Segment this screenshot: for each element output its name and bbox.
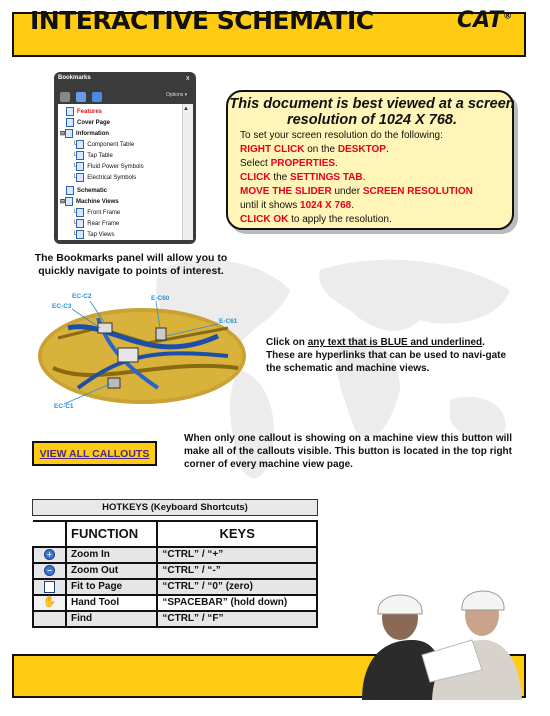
resolution-step-6: CLICK OK to apply the resolution. — [240, 214, 392, 225]
resolution-step-5: until it shows 1024 X 768. — [240, 200, 354, 211]
bookmark-icon — [76, 173, 84, 182]
bookmark-icon — [76, 162, 84, 171]
table-row — [33, 563, 317, 579]
harness-photo — [38, 298, 246, 408]
bookmarks-panel — [54, 72, 196, 244]
hyperlink-example: any text that is BLUE and underlined — [307, 337, 483, 348]
hotkeys-icon-col — [33, 521, 66, 547]
hotkeys-keys-col: KEYS — [157, 521, 317, 547]
options-menu[interactable]: Options ▾ — [166, 92, 188, 98]
table-row — [33, 579, 317, 595]
hotkey-function: Find — [66, 611, 157, 627]
bookmark-rear-frame[interactable]: └ Rear Frame — [72, 219, 119, 228]
resolution-heading: This document is best viewed at a screen resolution of 1024 X 768. — [229, 96, 515, 128]
bookmark-fluid-power-symbols[interactable]: └ Fluid Power Symbols — [72, 162, 144, 171]
new-bookmark-icon[interactable] — [76, 92, 86, 102]
bookmark-features[interactable]: Features — [66, 107, 102, 116]
bookmark-schematic[interactable]: Schematic — [66, 186, 107, 195]
hotkeys-table — [32, 520, 318, 628]
view-all-callouts-button[interactable]: VIEW ALL CALLOUTS — [32, 441, 157, 466]
bookmarks-scrollbar[interactable] — [182, 104, 193, 240]
bookmark-tap-table[interactable]: └ Tap Table — [72, 151, 113, 160]
hotkeys-function-col: FUNCTION — [66, 521, 157, 547]
bookmark-cover-page[interactable]: Cover Page — [66, 118, 110, 127]
resolution-step-1: RIGHT CLICK on the DESKTOP. — [240, 144, 389, 155]
hotkeys-header-row — [33, 521, 317, 547]
table-row — [33, 611, 317, 627]
bookmark-icon — [65, 197, 73, 206]
zoom-in-icon: + — [44, 549, 55, 560]
workers-photo — [322, 560, 522, 700]
hotkey-function: Hand Tool — [66, 595, 157, 611]
bookmark-icon — [76, 230, 84, 239]
callout-e-c61[interactable]: E-C61 — [219, 318, 238, 325]
callouts-note: When only one callout is showing on a machine view this button will make all of the callouts visible. This button is located in the top right corner of every machine view page. — [184, 433, 512, 470]
resolution-notice — [226, 90, 514, 230]
resolution-step-2: Select PROPERTIES. — [240, 158, 338, 169]
callout-e-c60[interactable]: E-C60 — [151, 295, 170, 302]
table-row — [33, 595, 317, 611]
bookmark-icon — [76, 151, 84, 160]
resolution-instructions — [240, 129, 510, 227]
hotkey-function: Zoom Out — [66, 563, 157, 579]
hotkey-keys: “CTRL” / “F” — [157, 611, 317, 627]
zoom-out-icon: − — [44, 565, 55, 576]
expand-bookmark-icon[interactable] — [92, 92, 102, 102]
bookmark-tap-views[interactable]: └ Tap Views — [72, 230, 115, 239]
resolution-step-3: CLICK the SETTINGS TAB. — [240, 172, 366, 183]
hotkey-keys: “CTRL” / “-” — [157, 563, 317, 579]
hotkey-keys: “CTRL” / “+” — [157, 547, 317, 563]
delete-bookmark-icon[interactable] — [60, 92, 70, 102]
callout-ec-c1[interactable]: EC-C1 — [54, 403, 74, 410]
bookmarks-list — [58, 104, 192, 240]
bookmark-icon — [66, 118, 74, 127]
bookmark-icon — [65, 129, 73, 138]
close-icon[interactable]: x — [186, 75, 190, 82]
bookmarks-panel-title: Bookmarks — [58, 75, 91, 81]
cat-logo: CAT® — [457, 8, 513, 33]
hotkey-function: Fit to Page — [66, 579, 157, 595]
bookmark-icon — [76, 219, 84, 228]
bookmarks-note: The Bookmarks panel will allow you to quickly navigate to points of interest. — [34, 252, 228, 277]
hotkey-function: Zoom In — [66, 547, 157, 563]
bookmark-electrical-symbols[interactable]: └ Electrical Symbols — [72, 173, 136, 182]
bookmark-machine-views[interactable]: ⊟ Machine Views — [60, 197, 119, 206]
page-title: INTERACTIVE SCHEMATIC — [30, 6, 374, 35]
scroll-up-icon[interactable]: ▲ — [183, 106, 189, 112]
callout-ec-c3[interactable]: EC-C3 — [52, 303, 72, 310]
hand-icon: ✋ — [42, 595, 57, 608]
bookmark-icon — [66, 186, 74, 195]
resolution-step-4: MOVE THE SLIDER under SCREEN RESOLUTION — [240, 186, 473, 197]
fit-page-icon — [44, 581, 55, 593]
bookmark-front-frame[interactable]: └ Front Frame — [72, 208, 120, 217]
bookmark-icon — [76, 140, 84, 149]
bookmark-icon — [76, 208, 84, 217]
table-row — [33, 547, 317, 563]
bookmark-component-table[interactable]: └ Component Table — [72, 140, 134, 149]
hotkey-keys: “CTRL” / “0” (zero) — [157, 579, 317, 595]
hotkey-keys: “SPACEBAR” (hold down) — [157, 595, 317, 611]
bookmark-icon — [66, 107, 74, 116]
bookmark-information[interactable]: ⊟ Information — [60, 129, 109, 138]
hotkeys-heading: HOTKEYS (Keyboard Shortcuts) — [32, 499, 318, 516]
resolution-intro: To set your screen resolution do the following: — [240, 130, 443, 141]
hyperlink-note: Click on any text that is BLUE and underlined. These are hyperlinks that can be used to navi-gate the schematic and machine views. — [266, 337, 507, 374]
callout-ec-c2[interactable]: EC-C2 — [72, 293, 92, 300]
